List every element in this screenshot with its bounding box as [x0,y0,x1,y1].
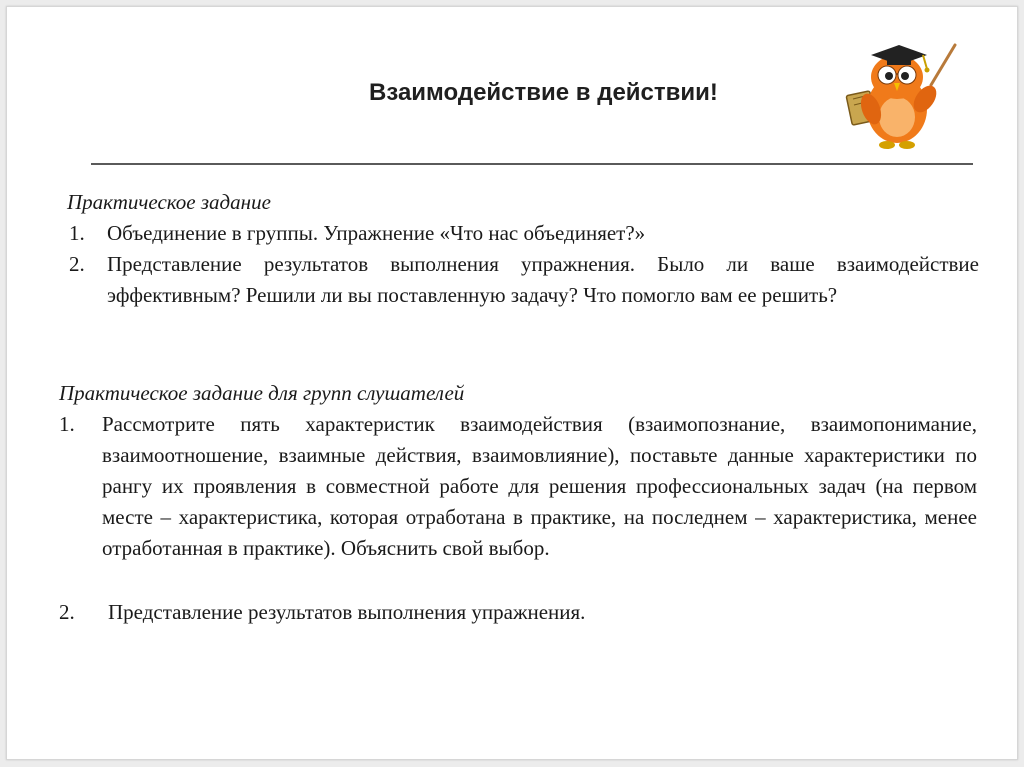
section-heading: Практическое задание [67,190,271,214]
section-heading: Практическое задание для групп слушателей [59,381,465,405]
list-item [67,218,979,249]
list-number: 1. [59,412,75,436]
slide-title: Взаимодействие в действии! [369,79,718,106]
list-item [67,249,979,311]
list-text: Представление результатов выполнения упражнения. Было ли ваше взаимодействие эффективным? Решили ли вы поставленную задачу? Что помогло вам ее решить? [107,252,979,307]
list-spacer [59,564,977,597]
list-item [59,597,977,628]
list-number: 2. [69,252,85,276]
list-number: 1. [69,221,85,245]
list-text: Рассмотрите пять характеристик взаимодействия (взаимопознание, взаимопонимание, взаимоотношение, взаимные действия, взаимовлияние), поставьте данные характеристики по рангу их проявления в совместной работе для решения профессиональных задач (на первом месте – характеристика, которая отработана в практике, на последнем – характеристика, менее отработанная в практике). Объяснить свой выбор. [102,412,977,560]
list-number: 2. [59,600,75,624]
group-task-section [59,378,977,628]
title-divider [91,163,973,165]
practical-task-section [67,187,979,311]
owl-professor-icon [835,37,959,155]
slide [6,6,1018,760]
list-text: Объединение в группы. Упражнение «Что нас объединяет?» [107,221,646,245]
list-text: Представление результатов выполнения упражнения. [108,600,586,624]
list-item [59,409,977,564]
